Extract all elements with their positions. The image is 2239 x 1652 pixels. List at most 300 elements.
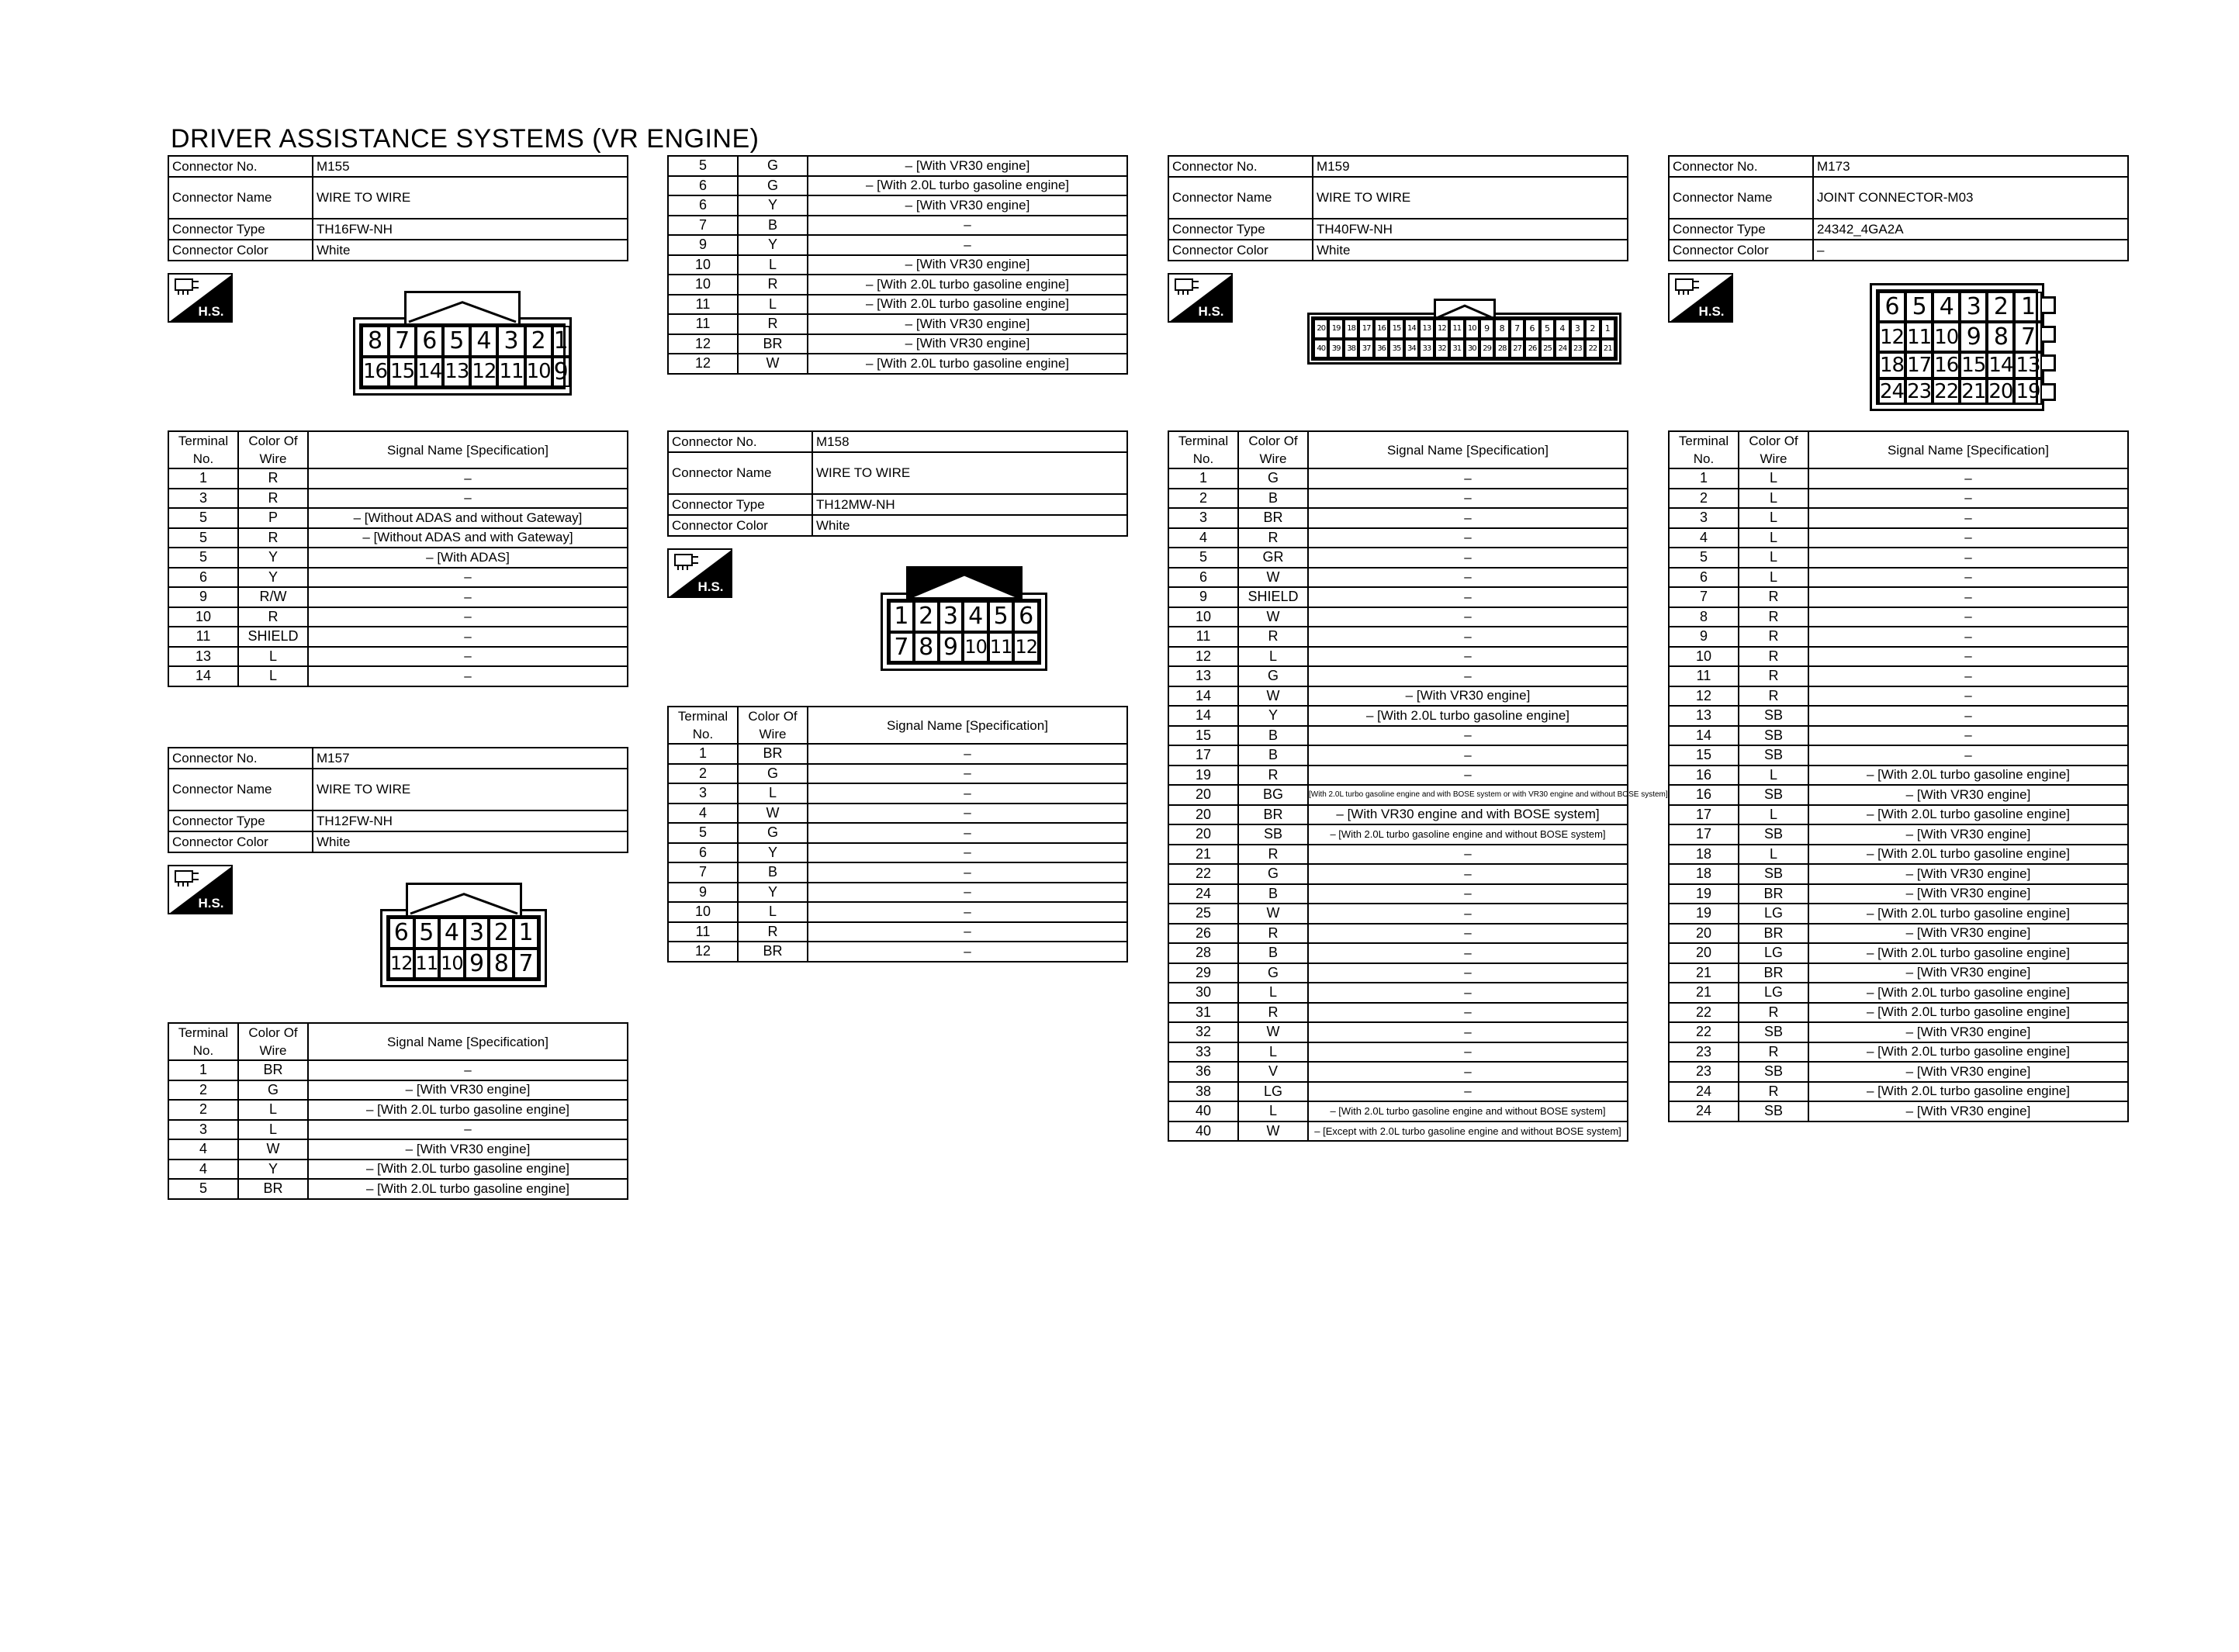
signal-name-cell: – [With VR30 engine] <box>1808 785 2128 805</box>
table-row <box>1168 706 1628 726</box>
connector-pin: 7 <box>1510 319 1524 339</box>
connector-side-latch <box>2042 326 2056 343</box>
table-row <box>1669 943 2128 963</box>
terminal-no-cell: 19 <box>1669 884 1739 904</box>
terminal-no-cell: 10 <box>168 607 238 627</box>
terminal-no-cell: 2 <box>168 1100 238 1120</box>
signal-name-cell: – [With 2.0L turbo gasoline engine] <box>808 354 1127 374</box>
table-row <box>1168 766 1628 786</box>
wire-color-cell: L <box>238 1120 308 1140</box>
terminal-no-cell: 13 <box>1168 666 1238 686</box>
connector-type-label: Connector Type <box>168 810 313 831</box>
connector-pin: 5 <box>1540 319 1555 339</box>
terminal-no-cell: 24 <box>1168 884 1238 904</box>
table-row <box>168 627 628 647</box>
connector-no-value: M157 <box>313 748 628 769</box>
terminal-no-cell: 5 <box>168 1179 238 1199</box>
table-row <box>168 607 628 627</box>
terminal-header-line: Terminal <box>178 434 229 448</box>
signal-name-cell: – [With 2.0L turbo gasoline engine] <box>1808 766 2128 786</box>
wire-color-cell: SB <box>1739 785 1808 805</box>
connector-type-value: TH16FW-NH <box>313 219 628 240</box>
terminal-no-cell: 22 <box>1168 864 1238 884</box>
signal-name-cell: – <box>1808 489 2128 509</box>
wire-color-cell: BR <box>238 1179 308 1199</box>
color-of-wire-header <box>1739 431 1808 468</box>
wire-color-cell: B <box>1238 726 1308 746</box>
table-row <box>1669 508 2128 528</box>
table-row <box>668 823 1127 843</box>
signal-name-cell: – [With VR30 engine and with BOSE system] <box>1308 805 1628 825</box>
wire-color-cell: L <box>738 902 808 922</box>
signal-name-cell: – <box>808 823 1127 843</box>
signal-name-cell: – <box>1308 924 1628 944</box>
terminal-no-cell: 9 <box>1168 587 1238 607</box>
connector-name-label: Connector Name <box>168 177 313 219</box>
wire-color-cell: BR <box>238 1060 308 1080</box>
table-row <box>668 176 1127 196</box>
signal-name-header: Signal Name [Specification] <box>1308 431 1628 468</box>
signal-name-cell: – [With 2.0L turbo gasoline engine] <box>1808 1042 2128 1063</box>
table-row <box>1168 745 1628 766</box>
table-row <box>1168 548 1628 568</box>
signal-name-cell: – <box>808 764 1127 784</box>
wire-color-cell: R <box>1739 627 1808 647</box>
terminal-header-line: No. <box>1693 451 1715 466</box>
terminal-no-cell: 22 <box>1669 1022 1739 1042</box>
table-row <box>668 275 1127 295</box>
table-row <box>1669 1082 2128 1102</box>
connector-pin: 27 <box>1510 339 1524 359</box>
terminal-no-cell: 11 <box>168 627 238 647</box>
table-row <box>1168 1121 1628 1142</box>
signal-name-cell: – <box>1808 647 2128 667</box>
connector-pin: 13 <box>1419 319 1434 339</box>
wire-color-cell: R <box>1238 627 1308 647</box>
signal-name-cell: – [With 2.0L turbo gasoline engine] <box>308 1100 628 1120</box>
connector-pin: 5 <box>443 326 470 357</box>
connector-pin: 14 <box>416 357 443 388</box>
connector-color-value: White <box>812 515 1127 536</box>
signal-name-cell: – <box>1308 726 1628 746</box>
table-row <box>1669 706 2128 726</box>
connector-pin: 16 <box>1374 319 1389 339</box>
wire-color-cell: Y <box>238 1160 308 1180</box>
signal-name-cell: – <box>1308 904 1628 924</box>
signal-name-cell: – <box>1808 627 2128 647</box>
terminal-table-m155 <box>168 430 628 687</box>
signal-name-cell: – [With 2.0L turbo gasoline engine and without BOSE system] <box>1308 1101 1628 1121</box>
connector-no-value: M173 <box>1813 156 2128 177</box>
table-row <box>668 295 1127 315</box>
terminal-no-cell: 3 <box>668 783 738 804</box>
table-row <box>668 354 1127 374</box>
connector-color-label: Connector Color <box>1168 240 1313 261</box>
terminal-no-cell: 21 <box>1669 963 1739 983</box>
table-row <box>1669 1062 2128 1082</box>
terminal-no-cell: 9 <box>668 235 738 255</box>
connector-pin-grid <box>887 599 1041 665</box>
connector-pin: 1 <box>2014 292 2041 322</box>
table-row <box>668 883 1127 903</box>
connector-type-value: 24342_4GA2A <box>1813 219 2128 240</box>
table-row <box>1168 627 1628 647</box>
terminal-header-line: No. <box>1192 451 1214 466</box>
terminal-table-m158 <box>667 706 1128 963</box>
table-row <box>1669 1042 2128 1063</box>
signal-name-cell: – [With VR30 engine] <box>1808 924 2128 944</box>
connector-pin: 9 <box>552 357 570 388</box>
connector-pin: 8 <box>362 326 389 357</box>
connector-pin: 3 <box>1570 319 1585 339</box>
connector-name-label: Connector Name <box>668 452 812 494</box>
wire-color-cell: G <box>738 823 808 843</box>
terminal-no-cell: 2 <box>668 764 738 784</box>
terminal-no-cell: 33 <box>1168 1042 1238 1063</box>
connector-pin: 1 <box>514 918 538 949</box>
table-row <box>668 235 1127 255</box>
connector-face-m155 <box>353 291 572 396</box>
table-row <box>668 804 1127 824</box>
connector-type-value: TH12MW-NH <box>812 494 1127 515</box>
connector-pin: 10 <box>963 632 988 663</box>
connector-pin: 3 <box>497 326 524 357</box>
signal-name-cell: – <box>1308 1082 1628 1102</box>
connector-no-label: Connector No. <box>1168 156 1313 177</box>
wire-color-cell: L <box>738 783 808 804</box>
signal-name-cell: – [With 2.0L turbo gasoline engine] <box>1808 943 2128 963</box>
connector-pin: 12 <box>1434 319 1449 339</box>
table-row <box>1669 607 2128 627</box>
terminal-no-cell: 18 <box>1669 845 1739 865</box>
signal-name-cell: – [With 2.0L turbo gasoline engine] <box>1808 805 2128 825</box>
signal-name-cell: – [With VR30 engine] <box>308 1139 628 1160</box>
signal-name-cell: – <box>1308 627 1628 647</box>
signal-name-cell: – [With VR30 engine] <box>808 334 1127 354</box>
hs-badge-label: H.S. <box>1198 304 1224 319</box>
wire-color-cell: SHIELD <box>238 627 308 647</box>
connector-pin: 5 <box>414 918 440 949</box>
wire-color-cell: BR <box>738 334 808 354</box>
connector-pin: 3 <box>939 601 964 632</box>
wire-color-cell: R <box>738 314 808 334</box>
table-row <box>1669 845 2128 865</box>
signal-name-cell: – <box>1308 1022 1628 1042</box>
terminal-no-cell: 32 <box>1168 1022 1238 1042</box>
connector-face-m173 <box>1870 283 2060 411</box>
connector-pin: 29 <box>1479 339 1494 359</box>
wire-color-cell: SB <box>1739 1022 1808 1042</box>
table-row <box>668 195 1127 216</box>
connector-pin: 19 <box>2016 380 2040 403</box>
terminal-no-header <box>1168 431 1238 468</box>
wire-color-cell: B <box>738 862 808 883</box>
terminal-no-cell: 31 <box>1168 1003 1238 1023</box>
connector-info-m155 <box>168 155 628 261</box>
table-row <box>1168 943 1628 963</box>
wire-color-cell: L <box>1739 468 1808 489</box>
terminal-no-cell: 6 <box>168 568 238 588</box>
terminal-no-cell: 3 <box>168 489 238 509</box>
terminal-header-line: Terminal <box>1178 434 1229 448</box>
connector-no-label: Connector No. <box>168 156 313 177</box>
terminal-no-header <box>668 707 738 744</box>
table-row <box>668 902 1127 922</box>
table-row <box>1168 647 1628 667</box>
terminal-table-m173 <box>1668 430 2129 1122</box>
color-header-line: Color Of <box>248 434 298 448</box>
signal-name-cell: – [With VR30 engine] <box>308 1080 628 1101</box>
signal-name-cell: – [With 2.0L turbo gasoline engine] <box>1808 845 2128 865</box>
connector-type-value: TH12FW-NH <box>313 810 628 831</box>
terminal-no-cell: 4 <box>1669 528 1739 548</box>
signal-name-cell: – <box>308 647 628 667</box>
table-row <box>1669 1003 2128 1023</box>
connector-info-m159 <box>1168 155 1628 261</box>
signal-name-cell: – [With 2.0L turbo gasoline engine] <box>1808 904 2128 924</box>
table-row <box>668 942 1127 962</box>
connector-pin: 39 <box>1328 339 1343 359</box>
terminal-no-cell: 23 <box>1669 1042 1739 1063</box>
table-row <box>1669 864 2128 884</box>
connector-pin: 12 <box>1878 322 1905 352</box>
wire-color-cell: G <box>1238 666 1308 686</box>
signal-name-cell: – <box>808 235 1127 255</box>
signal-name-cell: – <box>1308 568 1628 588</box>
wire-color-cell: R <box>738 922 808 942</box>
table-row <box>1168 489 1628 509</box>
connector-pin: 10 <box>525 357 552 388</box>
signal-name-cell: – <box>308 666 628 686</box>
signal-name-cell: – <box>808 922 1127 942</box>
connector-pin: 2 <box>525 326 552 357</box>
signal-name-cell: – [With 2.0L turbo gasoline engine] <box>1308 706 1628 726</box>
terminal-no-cell: 13 <box>168 647 238 667</box>
table-row <box>668 314 1127 334</box>
wire-color-cell: BR <box>1238 805 1308 825</box>
table-row <box>668 783 1127 804</box>
connector-pin: 35 <box>1389 339 1403 359</box>
connector-pin: 13 <box>2016 354 2040 377</box>
signal-name-cell: – <box>808 843 1127 863</box>
wire-color-cell: SB <box>1238 824 1308 845</box>
terminal-no-cell: 29 <box>1168 963 1238 983</box>
signal-name-cell: – <box>1308 943 1628 963</box>
table-row <box>1669 647 2128 667</box>
table-row <box>1168 726 1628 746</box>
terminal-no-cell: 20 <box>1168 805 1238 825</box>
connector-pin: 31 <box>1449 339 1464 359</box>
signal-name-cell: – <box>1808 468 2128 489</box>
table-row <box>1669 745 2128 766</box>
signal-name-cell: – <box>1808 726 2128 746</box>
signal-name-cell: – <box>1308 587 1628 607</box>
table-row <box>168 1100 628 1120</box>
terminal-no-cell: 10 <box>668 275 738 295</box>
table-row <box>1168 587 1628 607</box>
terminal-no-cell: 7 <box>1669 587 1739 607</box>
connector-no-label: Connector No. <box>668 431 812 452</box>
signal-name-cell: – <box>808 216 1127 236</box>
wire-color-cell: LG <box>1739 904 1808 924</box>
table-row <box>168 1139 628 1160</box>
connector-pin: 11 <box>414 949 440 980</box>
terminal-no-cell: 3 <box>1669 508 1739 528</box>
wire-color-cell: B <box>1238 489 1308 509</box>
signal-name-cell: – <box>1308 864 1628 884</box>
connector-pin: 10 <box>1933 322 1960 352</box>
hs-harness-side-icon <box>168 273 233 323</box>
signal-name-cell: – <box>1808 508 2128 528</box>
signal-name-cell: – <box>308 568 628 588</box>
connector-pin: 18 <box>1344 319 1358 339</box>
signal-name-cell: – <box>1808 528 2128 548</box>
table-row <box>168 508 628 528</box>
table-row <box>1168 607 1628 627</box>
terminal-no-header <box>168 431 238 468</box>
terminal-no-cell: 1 <box>1168 468 1238 489</box>
signal-name-cell: [With 2.0L turbo gasoline engine and with BOSE system or with VR30 engine and without BOSE system] <box>1308 785 1628 805</box>
connector-pin: 2 <box>489 918 514 949</box>
terminal-no-cell: 15 <box>1669 745 1739 766</box>
wire-color-cell: SB <box>1739 864 1808 884</box>
connector-face-m157 <box>380 883 547 987</box>
terminal-no-cell: 24 <box>1669 1101 1739 1121</box>
connector-pin: 37 <box>1358 339 1373 359</box>
terminal-no-cell: 4 <box>168 1139 238 1160</box>
table-row <box>668 922 1127 942</box>
terminal-no-cell: 1 <box>1669 468 1739 489</box>
terminal-no-cell: 5 <box>168 548 238 568</box>
connector-pin: 14 <box>1404 319 1419 339</box>
signal-name-cell: – <box>1308 647 1628 667</box>
table-row <box>1669 568 2128 588</box>
terminal-no-cell: 5 <box>168 528 238 548</box>
wire-color-cell: L <box>738 295 808 315</box>
wire-color-cell: Y <box>238 568 308 588</box>
terminal-no-cell: 4 <box>1168 528 1238 548</box>
table-row <box>1168 468 1628 489</box>
connector-type-label: Connector Type <box>668 494 812 515</box>
connector-pin: 6 <box>1013 601 1039 632</box>
terminal-no-cell: 11 <box>1168 627 1238 647</box>
signal-name-cell: – <box>808 804 1127 824</box>
signal-name-header: Signal Name [Specification] <box>308 431 628 468</box>
signal-name-cell: – <box>1308 468 1628 489</box>
terminal-no-cell: 11 <box>1669 666 1739 686</box>
signal-name-cell: – <box>1308 963 1628 983</box>
connector-pin: 23 <box>1570 339 1585 359</box>
connector-pin: 32 <box>1434 339 1449 359</box>
table-row <box>1168 983 1628 1003</box>
table-row <box>1168 508 1628 528</box>
signal-name-cell: – [With 2.0L turbo gasoline engine] <box>308 1160 628 1180</box>
terminal-table-header <box>1669 431 2128 468</box>
signal-name-cell: – <box>1808 666 2128 686</box>
terminal-no-cell: 17 <box>1669 824 1739 845</box>
signal-name-cell: – <box>808 744 1127 764</box>
connector-pin: 7 <box>389 326 416 357</box>
connector-name-value: WIRE TO WIRE <box>313 769 628 810</box>
table-row <box>1669 1022 2128 1042</box>
terminal-no-cell: 20 <box>1168 824 1238 845</box>
connector-face-m159 <box>1307 299 1621 365</box>
connector-side-latch <box>2042 296 2056 313</box>
terminal-no-cell: 19 <box>1669 904 1739 924</box>
wire-color-cell: B <box>1238 943 1308 963</box>
signal-name-cell: – [With VR30 engine] <box>1808 1022 2128 1042</box>
table-row <box>1168 1101 1628 1121</box>
terminal-no-cell: 6 <box>668 195 738 216</box>
connector-pin: 33 <box>1419 339 1434 359</box>
signal-name-cell: – <box>308 1120 628 1140</box>
wire-color-cell: R <box>1238 1003 1308 1023</box>
terminal-no-cell: 9 <box>168 587 238 607</box>
table-row <box>1168 864 1628 884</box>
wire-color-cell: W <box>238 1139 308 1160</box>
connector-color-label: Connector Color <box>668 515 812 536</box>
wire-color-cell: B <box>738 216 808 236</box>
table-row <box>168 1179 628 1199</box>
color-header-line: Color Of <box>748 709 798 724</box>
terminal-no-cell: 26 <box>1168 924 1238 944</box>
connector-color-value: White <box>313 240 628 261</box>
wire-color-cell: L <box>238 666 308 686</box>
terminal-no-cell: 6 <box>668 176 738 196</box>
wire-color-cell: BR <box>738 744 808 764</box>
table-row <box>168 568 628 588</box>
wire-color-cell: L <box>238 647 308 667</box>
wire-color-cell: R <box>1739 1003 1808 1023</box>
signal-name-cell: – [Except with 2.0L turbo gasoline engine and without BOSE system] <box>1308 1121 1628 1142</box>
terminal-table-m155-continued <box>667 155 1128 375</box>
color-header-line: Wire <box>1259 451 1287 466</box>
signal-name-cell: – [With VR30 engine] <box>808 314 1127 334</box>
wire-color-cell: V <box>1238 1062 1308 1082</box>
connector-pin: 10 <box>1465 319 1479 339</box>
color-of-wire-header <box>238 1023 308 1060</box>
signal-name-cell: – [With VR30 engine] <box>1808 884 2128 904</box>
connector-pin: 9 <box>1960 322 1987 352</box>
signal-name-cell: – <box>1808 706 2128 726</box>
terminal-no-cell: 14 <box>1168 706 1238 726</box>
signal-name-cell: – <box>308 587 628 607</box>
terminal-no-cell: 11 <box>668 295 738 315</box>
signal-name-cell: – <box>1308 766 1628 786</box>
signal-name-cell: – <box>808 883 1127 903</box>
connector-face-m158 <box>881 566 1047 671</box>
connector-pin: 19 <box>1328 319 1343 339</box>
wire-color-cell: G <box>1238 963 1308 983</box>
wire-color-cell: G <box>738 156 808 176</box>
connector-pin: 11 <box>1449 319 1464 339</box>
table-row <box>1168 1042 1628 1063</box>
table-row <box>1168 824 1628 845</box>
table-row <box>1168 1082 1628 1102</box>
wire-color-cell: SB <box>1739 824 1808 845</box>
wire-color-cell: R <box>238 489 308 509</box>
table-row <box>168 1060 628 1080</box>
terminal-no-cell: 21 <box>1669 983 1739 1003</box>
connector-pin: 3 <box>1960 292 1987 322</box>
terminal-no-cell: 20 <box>1168 785 1238 805</box>
wire-color-cell: LG <box>1238 1082 1308 1102</box>
terminal-no-cell: 10 <box>1669 647 1739 667</box>
wire-color-cell: L <box>1238 1101 1308 1121</box>
color-header-line: Color Of <box>1749 434 1798 448</box>
terminal-header-line: No. <box>192 451 214 466</box>
table-row <box>1168 924 1628 944</box>
